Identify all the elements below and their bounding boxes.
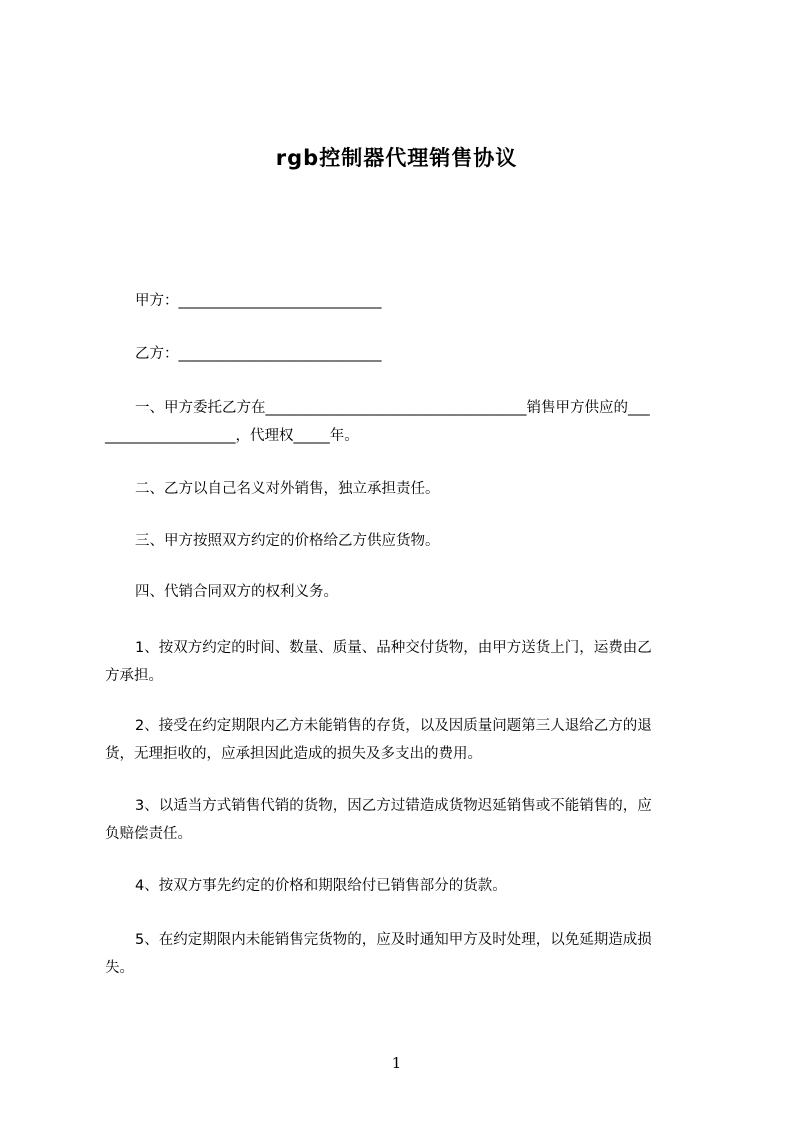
party-b-line: 乙方：____________________________ [135, 346, 382, 362]
item-2 [105, 712, 711, 768]
item-3 [105, 792, 711, 848]
item-5-line-2: 失。 [105, 960, 134, 976]
clause-1-line-2: __________________，代理权_____年。 [105, 428, 359, 444]
clause-4: 四、代销合同双方的权利义务。 [135, 584, 338, 600]
item-1 [105, 634, 711, 690]
item-5-line-1: 5、在约定期限内未能销售完货物的，应及时通知甲方及时处理，以免延期造成损 [135, 932, 652, 948]
party-a-line: 甲方：____________________________ [135, 293, 382, 309]
item-2-line-1: 2、接受在约定期限内乙方未能销售的存货，以及因质量问题第三人退给乙方的退 [135, 718, 652, 734]
clause-1-line-1: 一、甲方委托乙方在____________________________________销售甲方供应的___ [135, 400, 650, 416]
page-number: 1 [391, 1054, 402, 1072]
item-3-line-2: 负赔偿责任。 [105, 826, 192, 842]
item-5 [105, 926, 711, 982]
document-title: rgb控制器代理销售协议 [275, 146, 518, 170]
clause-2: 二、乙方以自己名义对外销售，独立承担责任。 [135, 481, 440, 497]
item-3-line-1: 3、以适当方式销售代销的货物，因乙方过错造成货物迟延销售或不能销售的，应 [135, 798, 652, 814]
item-4: 4、按双方事先约定的价格和期限给付已销售部分的货款。 [135, 878, 507, 894]
item-1-line-1: 1、按双方约定的时间、数量、质量、品种交付货物，由甲方送货上门，运费由乙 [135, 640, 652, 656]
item-1-line-2: 方承担。 [105, 668, 163, 684]
item-2-line-2: 货，无理拒收的，应承担因此造成的损失及多支出的费用。 [105, 746, 482, 762]
clause-1 [105, 394, 711, 450]
clause-3: 三、甲方按照双方约定的价格给乙方供应货物。 [135, 533, 440, 549]
